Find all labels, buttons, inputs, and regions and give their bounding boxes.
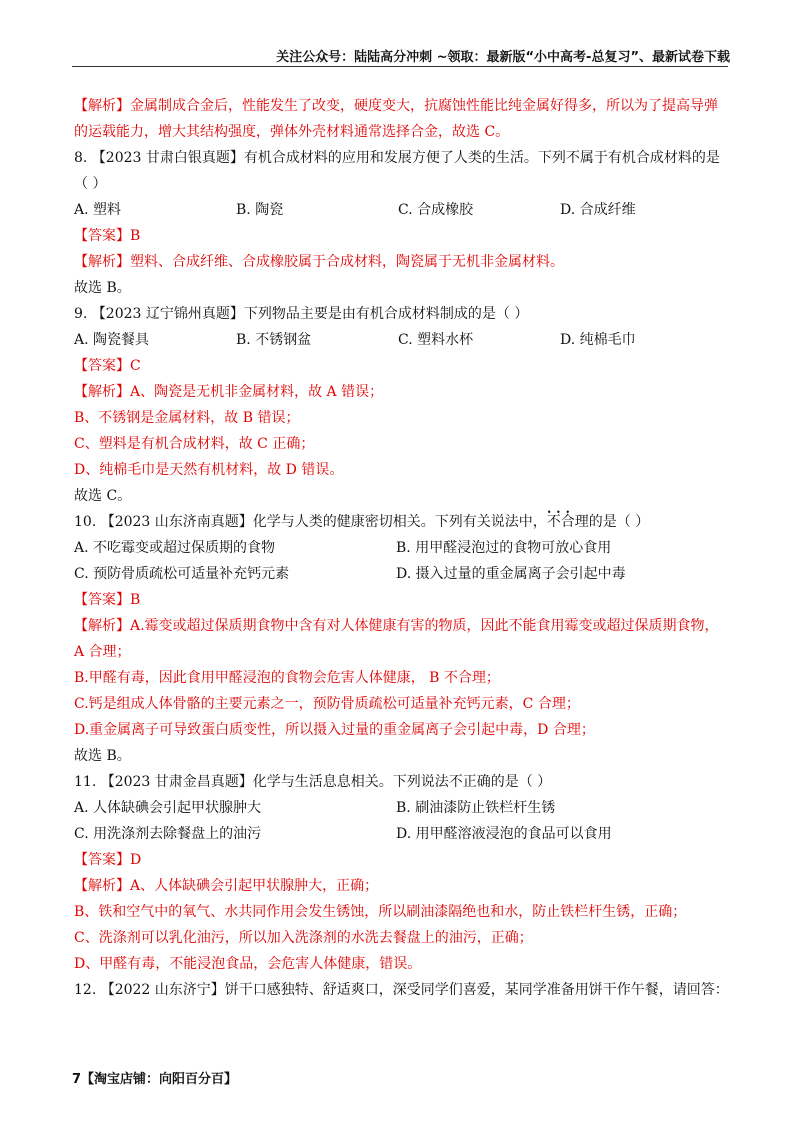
- option-a: A. 不吃霉变或超过保质期的食物: [74, 540, 276, 556]
- option-a: A. 人体缺碘会引起甲状腺肿大: [74, 800, 262, 816]
- analysis-line: 故选 B。: [74, 748, 131, 764]
- stem-text: 10. 【2023 山东济南真题】化学与人类的健康密切相关。下列有关说法中，: [74, 514, 547, 530]
- analysis-line: 【解析】A、人体缺碘会引起甲状腺肿大，正确；: [74, 878, 379, 894]
- option-d: D. 纯棉毛巾: [560, 332, 636, 348]
- option-a: A. 塑料: [74, 202, 122, 218]
- option-c: C. 塑料水杯: [398, 332, 474, 348]
- question-10-options-row2: [74, 562, 730, 588]
- analysis-line: 故选 C。: [74, 488, 132, 504]
- analysis-line: 【解析】金属制成合金后，性能发生了改变，硬度变大，抗腐蚀性能比纯金属好得多，所以为了提高导弹: [74, 98, 718, 114]
- question-9-options: [74, 328, 730, 354]
- analysis-line: A 合理；: [74, 644, 131, 660]
- question-11-options-row1: [74, 796, 730, 822]
- option-c: C. 合成橡胶: [398, 202, 474, 218]
- option-b: B. 不锈钢盆: [236, 332, 312, 348]
- analysis-line: B.甲醛有毒，因此食用甲醛浸泡的食物会危害人体健康， B 不合理；: [74, 670, 500, 686]
- analysis-line: D、甲醛有毒，不能浸泡食品，会危害人体健康，错误。: [74, 956, 422, 972]
- analysis-line: 【解析】塑料、合成纤维、合成橡胶属于合成材料，陶瓷属于无机非金属材料。: [74, 254, 564, 270]
- question-8-answer: 【答案】B: [74, 228, 141, 244]
- option-c: C. 用洗涤剂去除餐盘上的油污: [74, 826, 262, 842]
- analysis-line: D、纯棉毛巾是天然有机材料，故 D 错误。: [74, 462, 344, 478]
- question-8-stem: 8. 【2023 甘肃白银真题】有机合成材料的应用和发展方便了人类的生活。下列不属于有机合成材料的是: [74, 150, 720, 166]
- question-9-answer: 【答案】C: [74, 358, 141, 374]
- question-11-answer: 【答案】D: [74, 852, 142, 868]
- question-9-stem: 9. 【2023 辽宁锦州真题】下列物品主要是由有机合成材料制成的是（ ）: [74, 306, 529, 322]
- header-divider: [72, 66, 728, 67]
- question-11-stem: 11. 【2023 甘肃金昌真题】化学与生活息息相关。下列说法不正确的是（ ）: [74, 774, 552, 790]
- page-content: [74, 94, 730, 1004]
- question-12-stem: 12. 【2022 山东济宁】饼干口感独特、舒适爽口，深受同学们喜爱，某同学准备用饼干作午餐，请回答：: [74, 982, 729, 998]
- page-footer: 7【淘宝店铺：向阳百分百】: [72, 1072, 238, 1087]
- analysis-line: 故选 B。: [74, 280, 131, 296]
- option-b: B. 陶瓷: [236, 202, 284, 218]
- analysis-line: C.钙是组成人体骨骼的主要元素之一，预防骨质疏松可适量补充钙元素，C 合理；: [74, 696, 580, 712]
- emphasis-text: • • • 不合理: [547, 514, 589, 530]
- page-header: 关注公众号：陆陆高分冲刺 ~领取：最新版“小中高考-总复习”、最新试卷下载: [276, 50, 730, 65]
- option-a: A. 陶瓷餐具: [74, 332, 150, 348]
- question-10-options-row1: [74, 536, 730, 562]
- analysis-line: 的运载能力，增大其结构强度，弹体外壳材料通常选择合金，故选 C。: [74, 124, 510, 140]
- question-10-stem: [74, 510, 730, 536]
- option-b: B. 用甲醛浸泡过的食物可放心食用: [396, 540, 612, 556]
- option-d: D. 合成纤维: [560, 202, 636, 218]
- analysis-line: D.重金属离子可导致蛋白质变性，所以摄入过量的重金属离子会引起中毒，D 合理；: [74, 722, 595, 738]
- question-8-options: [74, 198, 730, 224]
- option-d: D. 摄入过量的重金属离子会引起中毒: [396, 566, 626, 582]
- question-10-answer: 【答案】B: [74, 592, 141, 608]
- analysis-line: 【解析】A、陶瓷是无机非金属材料，故 A 错误；: [74, 384, 384, 400]
- analysis-line: B、不锈钢是金属材料，故 B 错误；: [74, 410, 300, 426]
- analysis-line: B、铁和空气中的氧气、水共同作用会发生锈蚀，所以刷油漆隔绝也和水，防止铁栏杆生锈，正确；: [74, 904, 687, 920]
- option-d: D. 用甲醛溶液浸泡的食品可以食用: [396, 826, 612, 842]
- option-b: B. 刷油漆防止铁栏杆生锈: [396, 800, 556, 816]
- question-8-paren: （ ）: [74, 176, 107, 192]
- analysis-line: C、塑料是有机合成材料，故 C 正确；: [74, 436, 315, 452]
- stem-text: 的是（ ）: [588, 514, 650, 530]
- question-11-options-row2: [74, 822, 730, 848]
- option-c: C. 预防骨质疏松可适量补充钙元素: [74, 566, 290, 582]
- analysis-line: 【解析】A.霉变或超过保质期食物中含有对人体健康有害的物质，因此不能食用霉变或超过保质期食物，: [74, 618, 719, 634]
- analysis-line: C、洗涤剂可以乳化油污，所以加入洗涤剂的水洗去餐盘上的油污，正确；: [74, 930, 533, 946]
